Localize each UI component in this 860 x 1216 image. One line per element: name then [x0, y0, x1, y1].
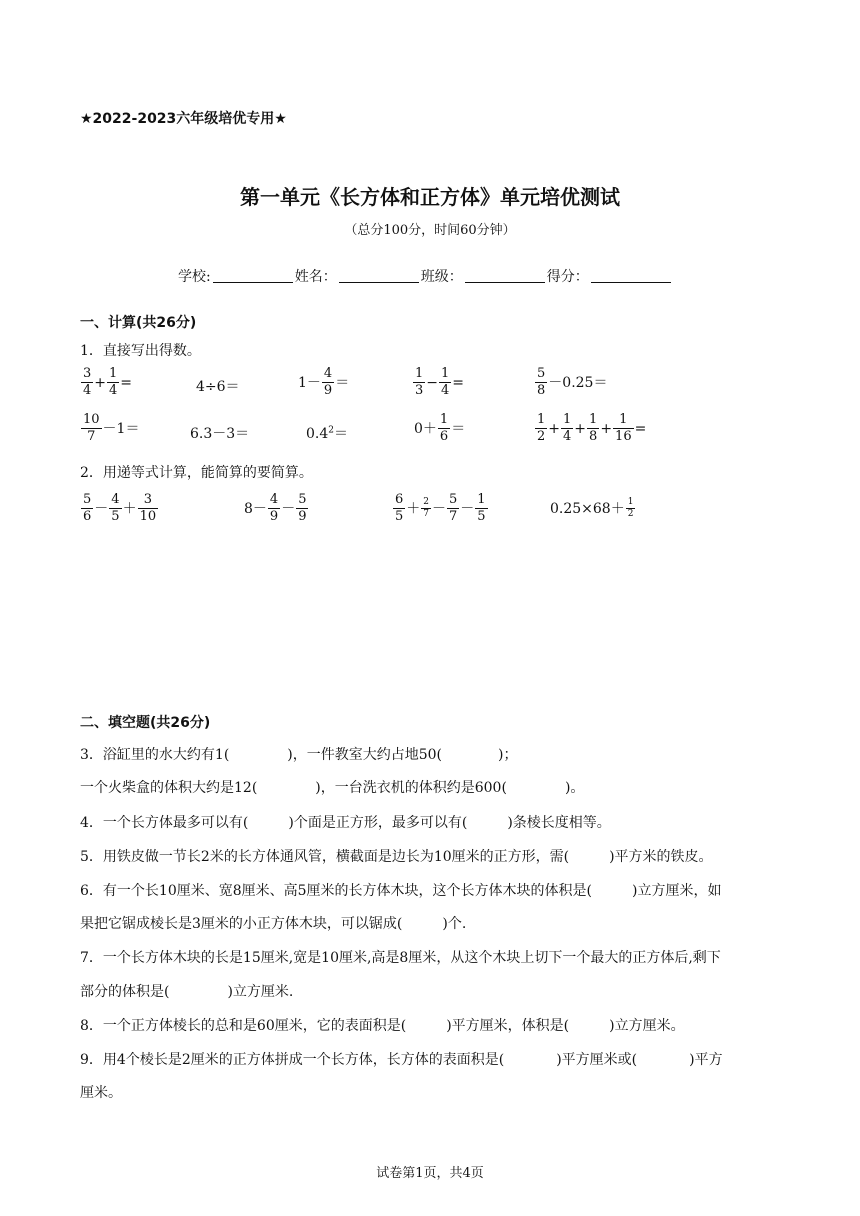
numerator: 5	[81, 492, 93, 509]
name-blank[interactable]	[339, 268, 419, 283]
denominator: 3	[415, 383, 424, 399]
q1-b: 4÷6＝	[196, 379, 240, 395]
numerator: 10	[81, 412, 102, 429]
q1-i	[414, 412, 465, 446]
equals: ＝	[451, 420, 466, 437]
q2-title: 2．用递等式计算，能简算的要简算。	[80, 465, 313, 481]
expr-prefix: 0＋	[414, 420, 437, 437]
equals: ＝	[335, 374, 350, 391]
q1-e	[534, 366, 607, 400]
q2-d	[550, 497, 636, 521]
numerator: 1	[413, 366, 425, 383]
numerator: 6	[393, 492, 405, 509]
power-exponent: 2	[328, 425, 334, 436]
page-title: 第一单元《长方体和正方体》单元培优测试	[240, 185, 620, 209]
q2-a	[80, 492, 159, 526]
text: 5．用铁皮做一节长2米的长方体通风管，横截面是边长为10厘米的正方形，需(	[80, 849, 570, 865]
text: 3．浴缸里的水大约有1(	[80, 747, 230, 763]
numerator: 1	[107, 366, 119, 383]
text: 果把它锯成棱长是3厘米的小正方体木块，可以锯成(	[80, 916, 403, 932]
q2-b	[244, 492, 309, 526]
denominator: 2	[627, 509, 634, 520]
q7-line-1	[80, 947, 721, 967]
denominator: 8	[537, 383, 546, 399]
operator: +	[574, 420, 587, 437]
operator: +	[548, 420, 561, 437]
q9-line-1	[80, 1049, 723, 1069]
text: )平方	[689, 1052, 723, 1068]
operator: +	[600, 420, 613, 437]
q1-a	[80, 366, 132, 400]
text: 8．一个正方体棱长的总和是60厘米，它的表面积是(	[80, 1018, 407, 1034]
expr-prefix: 1－	[298, 374, 321, 391]
school-label: 学校:	[178, 269, 211, 285]
q6-line-1	[80, 880, 721, 900]
q2-c	[392, 492, 489, 526]
page-subtitle: （总分100分，时间60分钟）	[344, 223, 516, 238]
numerator: 1	[535, 412, 547, 429]
numerator: 5	[447, 492, 459, 509]
denominator: 7	[87, 429, 96, 445]
q3-line-2	[80, 777, 584, 797]
denominator: 4	[83, 383, 92, 399]
q1-h	[306, 423, 348, 443]
operator: ＋	[406, 500, 421, 517]
q7-line-2	[80, 981, 293, 1001]
text: )立方厘米。	[609, 1018, 685, 1034]
numerator: 1	[587, 412, 599, 429]
q4-line	[80, 812, 611, 832]
text: )，一台洗衣机的体积约是600(	[315, 780, 507, 796]
operator: +	[94, 374, 107, 391]
score-label: 得分：	[546, 269, 589, 285]
text: 6．有一个长10厘米、宽8厘米、高5厘米的长方体木块，这个长方体木块的体积是(	[80, 883, 592, 899]
numerator: 4	[322, 366, 334, 383]
denominator: 4	[563, 429, 572, 445]
text: )个.	[442, 916, 467, 932]
numerator: 5	[296, 492, 308, 509]
q1-f	[80, 412, 139, 446]
text: )个面是正方形，最多可以有(	[288, 815, 468, 831]
text: )平方厘米或(	[556, 1052, 638, 1068]
text: )；	[498, 747, 518, 763]
name-label: 姓名：	[294, 269, 337, 285]
numerator: 1	[626, 497, 636, 509]
q1-d	[412, 366, 464, 400]
denominator: 9	[269, 509, 279, 525]
text: )，一件教室大约占地50(	[287, 747, 443, 763]
text: )。	[564, 780, 585, 796]
numerator: 1	[439, 366, 451, 383]
numerator: 3	[138, 492, 159, 509]
operator: －	[281, 500, 296, 517]
expr-prefix: 0.25×68＋	[550, 500, 625, 517]
power-base: 0.4	[306, 426, 329, 442]
equals: =	[120, 374, 133, 391]
numerator: 4	[109, 492, 121, 509]
equals: ＝	[334, 426, 348, 442]
text: 4．一个长方体最多可以有(	[80, 815, 249, 831]
denominator: 5	[111, 509, 120, 525]
operator: −	[426, 374, 439, 391]
denominator: 9	[323, 383, 333, 399]
q8-line	[80, 1015, 685, 1035]
denominator: 4	[441, 383, 450, 399]
section-2-heading: 二、填空题(共26分)	[80, 715, 211, 731]
denominator: 9	[298, 509, 307, 525]
text: 厘米。	[80, 1085, 122, 1101]
denominator: 5	[395, 509, 404, 525]
denominator: 7	[449, 509, 458, 525]
operator: －	[460, 500, 475, 517]
text: 9．用4个棱长是2厘米的正方体拼成一个长方体，长方体的表面积是(	[80, 1052, 505, 1068]
text: )平方厘米，体积是(	[446, 1018, 570, 1034]
denominator: 8	[589, 429, 598, 445]
class-label: 班级：	[420, 269, 463, 285]
numerator: 3	[81, 366, 93, 383]
expr-rest: －1＝	[102, 420, 140, 437]
q1-title: 1．直接写出得数。	[80, 343, 201, 359]
equals: =	[634, 420, 647, 437]
numerator: 1	[438, 412, 450, 429]
numerator: 2	[421, 497, 431, 509]
equals: =	[452, 374, 465, 391]
student-info-row	[178, 266, 673, 286]
text: )条棱长度相等。	[507, 815, 611, 831]
denominator: 10	[139, 509, 157, 525]
page-footer: 试卷第1页，共4页	[376, 1166, 484, 1181]
denominator: 6	[439, 429, 449, 445]
school-blank[interactable]	[213, 268, 293, 283]
text: 7．一个长方体木块的长是15厘米,宽是10厘米,高是8厘米，从这个木块上切下一个最大的正方体后,剩下	[80, 950, 721, 966]
denominator: 16	[615, 429, 632, 445]
denominator: 7	[423, 509, 430, 520]
text: )平方米的铁皮。	[609, 849, 713, 865]
operator: －	[432, 500, 447, 517]
score-blank[interactable]	[591, 268, 671, 283]
operator: －	[94, 500, 109, 517]
expr-rest: －0.25＝	[548, 374, 608, 391]
operator: ＋	[122, 500, 137, 517]
denominator: 6	[83, 509, 92, 525]
class-blank[interactable]	[465, 268, 545, 283]
text: 一个火柴盒的体积大约是12(	[80, 780, 258, 796]
q1-g: 6.3－3＝	[190, 426, 250, 442]
denominator: 5	[477, 509, 486, 525]
numerator: 1	[561, 412, 573, 429]
q1-j	[534, 412, 646, 446]
denominator: 4	[109, 383, 118, 399]
numerator: 1	[613, 412, 634, 429]
q3-line-1	[80, 744, 518, 764]
numerator: 1	[475, 492, 487, 509]
expr-prefix: 8－	[244, 500, 267, 517]
text: 部分的体积是(	[80, 984, 170, 1000]
page-header: ★2022-2023六年级培优专用★	[80, 111, 287, 127]
text: )立方厘米.	[227, 984, 294, 1000]
section-1-heading: 一、计算(共26分)	[80, 315, 197, 331]
text: )立方厘米，如	[632, 883, 722, 899]
q6-line-2	[80, 913, 466, 933]
q9-line-2	[80, 1082, 122, 1102]
q1-c	[298, 366, 349, 400]
numerator: 4	[268, 492, 280, 509]
numerator: 5	[535, 366, 547, 383]
denominator: 2	[537, 429, 546, 445]
q5-line	[80, 846, 713, 866]
